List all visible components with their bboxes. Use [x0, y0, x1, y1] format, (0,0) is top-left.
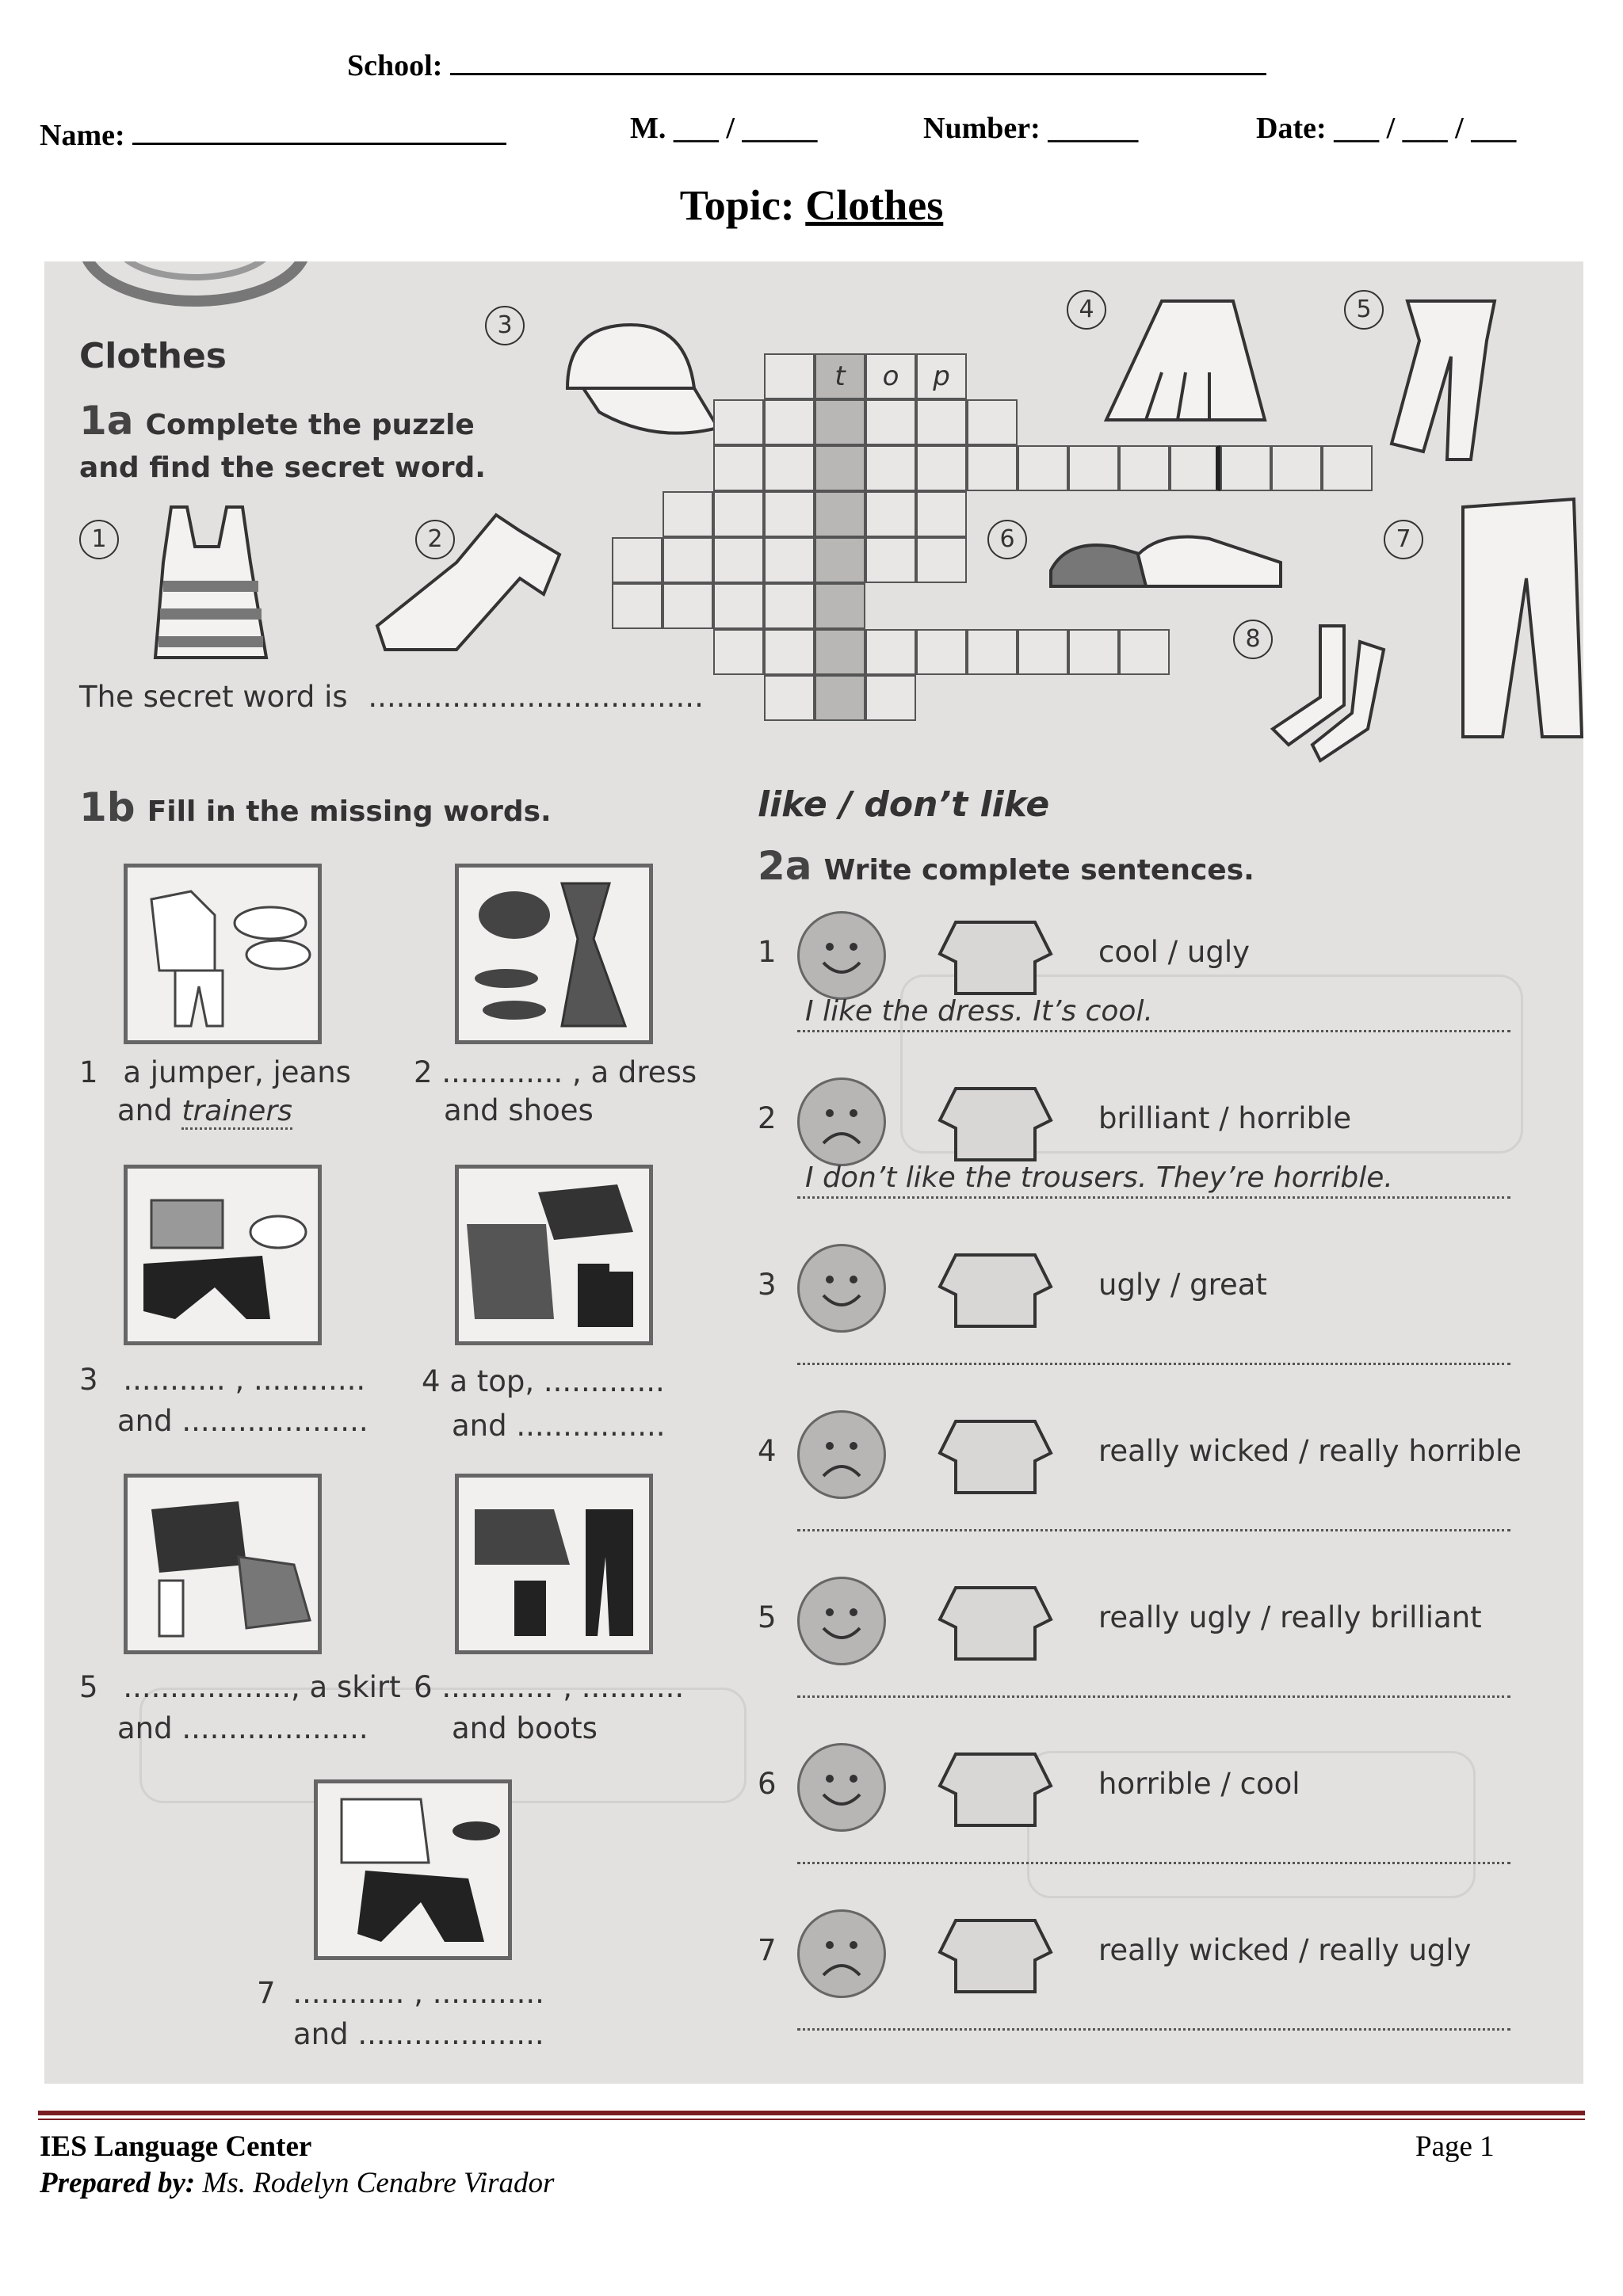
sentence-prompt-words: really ugly / really brilliant — [1098, 1600, 1482, 1634]
sentence-number: 1 — [758, 935, 777, 969]
sad-face-icon — [797, 1410, 886, 1499]
crossword-cell[interactable] — [815, 675, 865, 721]
fill-item-1-line2-prefix: and — [117, 1093, 182, 1127]
exercise-2a-number: 2a — [758, 843, 812, 889]
exercise-1a-instruction-line2: and find the secret word. — [79, 452, 486, 484]
crossword-cell[interactable] — [1271, 445, 1322, 491]
number-field[interactable]: Number: ______ — [923, 112, 1139, 145]
crossword-cell[interactable] — [815, 537, 865, 583]
crossword-cell[interactable] — [663, 583, 713, 629]
footer-rule-thick — [38, 2111, 1585, 2115]
crossword-cell[interactable] — [1068, 445, 1119, 491]
school-label: School: — [347, 49, 443, 82]
exercise-1b-number: 1b — [79, 784, 136, 830]
happy-face-icon — [797, 1244, 886, 1333]
sentence-number: 6 — [758, 1767, 777, 1801]
crossword-cell[interactable] — [865, 675, 916, 721]
jumper-jeans-trainers-icon — [128, 868, 318, 1040]
crossword-cell[interactable] — [663, 537, 713, 583]
pic-number-4: 4 — [1067, 290, 1106, 330]
fill-item-3 — [79, 1360, 369, 1442]
fill-item-3-number: 3 — [79, 1363, 98, 1397]
crossword-cell[interactable] — [865, 629, 916, 675]
crossword-cell[interactable] — [764, 675, 815, 721]
fill-item-1-answer[interactable]: trainers — [181, 1095, 292, 1130]
crossword-cell[interactable] — [764, 445, 815, 491]
fill-item-4 — [422, 1360, 666, 1448]
fill-item-5-number: 5 — [79, 1670, 98, 1704]
school-input-line[interactable] — [450, 41, 1266, 75]
sentence-prompt-words: really wicked / really horrible — [1098, 1434, 1522, 1468]
crossword-cell[interactable] — [865, 399, 916, 445]
sentence-prompt-words: cool / ugly — [1098, 935, 1250, 969]
sentence-example-answer: I don’t like the trousers. They’re horrible. — [805, 1161, 1393, 1194]
crossword-cell[interactable] — [713, 491, 764, 537]
cap-icon — [924, 1405, 1067, 1507]
crossword-cell[interactable] — [764, 491, 815, 537]
footer-prepared — [40, 2166, 554, 2200]
crossword-cell[interactable] — [764, 537, 815, 583]
crossword-cell[interactable] — [713, 445, 764, 491]
sentence-answer-line[interactable] — [797, 1196, 1510, 1199]
sentence-number: 2 — [758, 1101, 777, 1135]
fill-item-6-line1[interactable]: ............ , ........... — [441, 1670, 685, 1704]
sentence-prompt-words: ugly / great — [1098, 1268, 1267, 1302]
crossword-cell[interactable] — [612, 537, 663, 583]
crossword-letter: t — [834, 360, 846, 392]
exercise-1b-heading — [79, 784, 552, 830]
jacket-trousers-boots-icon — [459, 1478, 649, 1650]
fill-item-4-line2[interactable]: and ................ — [452, 1409, 666, 1443]
crossword-cell[interactable] — [815, 399, 865, 445]
picture-box-5 — [124, 1474, 322, 1654]
crossword-cell[interactable] — [1119, 445, 1170, 491]
sentence-prompt-words: really wicked / really ugly — [1098, 1933, 1472, 1967]
pic-number-5: 5 — [1344, 290, 1384, 330]
crossword-cell[interactable] — [815, 491, 865, 537]
crossword-cell[interactable] — [865, 537, 916, 583]
crossword-cell[interactable] — [1170, 445, 1220, 491]
crossword-cell[interactable] — [1119, 629, 1170, 675]
exercise-1a-instruction-line1: Complete the puzzle — [145, 409, 475, 441]
jumper-skirt-socks-icon — [128, 1478, 318, 1650]
crossword-cell[interactable] — [916, 445, 967, 491]
fill-item-4-number: 4 — [422, 1364, 441, 1398]
sentence-answer-line[interactable] — [797, 1862, 1510, 1864]
sentence-answer-line[interactable] — [797, 1363, 1510, 1365]
crossword-cell[interactable] — [916, 629, 967, 675]
secret-word-line — [79, 680, 704, 714]
dress-icon — [924, 906, 1067, 1008]
fill-item-1-line1: a jumper, jeans — [123, 1055, 351, 1089]
fill-item-6-number: 6 — [414, 1670, 433, 1704]
fill-item-6-line2: and boots — [452, 1711, 598, 1745]
footer-page-number: Page 1 — [1415, 2130, 1495, 2163]
trainers-icon — [924, 1572, 1067, 1673]
crossword-cell[interactable] — [713, 537, 764, 583]
fill-item-6 — [414, 1667, 684, 1749]
fill-item-2-line1[interactable]: ............. , a dress — [441, 1055, 697, 1089]
sentence-answer-line[interactable] — [797, 1529, 1510, 1531]
sad-face-icon — [797, 1077, 886, 1166]
crossword-cell[interactable] — [865, 353, 916, 399]
crossword-cell[interactable] — [967, 629, 1018, 675]
crossword-cell[interactable] — [916, 399, 967, 445]
shoes-icon — [924, 1239, 1067, 1341]
crossword-cell[interactable] — [865, 445, 916, 491]
crossword-cell[interactable] — [916, 353, 967, 399]
crossword-cell[interactable] — [1220, 445, 1271, 491]
crossword-letter: o — [882, 360, 899, 392]
crossword-cell[interactable] — [916, 537, 967, 583]
top-trousers-trainers-icon — [128, 1169, 318, 1341]
footer-center-name: IES Language Center — [40, 2130, 312, 2163]
happy-face-icon — [797, 911, 886, 1000]
pic-number-6: 6 — [987, 520, 1027, 559]
sentence-prompt-words: brilliant / horrible — [1098, 1101, 1352, 1135]
picture-box-4 — [455, 1165, 653, 1345]
fill-item-2 — [414, 1054, 697, 1130]
name-input-line[interactable] — [132, 111, 506, 145]
sentence-example-answer: I like the dress. It’s cool. — [805, 995, 1153, 1028]
crossword-cell[interactable] — [1322, 445, 1373, 491]
topic-label: Topic: — [679, 181, 795, 229]
happy-face-icon — [797, 1743, 886, 1832]
crossword-cell[interactable] — [713, 583, 764, 629]
fill-item-4-line1[interactable]: a top, ............. — [449, 1364, 665, 1398]
date-field[interactable]: Date: ___ / ___ / ___ — [1256, 112, 1517, 145]
crossword-cell[interactable] — [916, 491, 967, 537]
fill-item-3-line1[interactable]: ........... , ............ — [123, 1363, 366, 1397]
crossword-cell[interactable] — [967, 399, 1018, 445]
fill-item-5-line1[interactable]: .................., a skirt — [123, 1670, 401, 1704]
page-title — [0, 181, 1623, 230]
fill-item-2-number: 2 — [414, 1055, 433, 1089]
fill-item-3-line2[interactable]: and .................... — [117, 1404, 369, 1438]
crossword-cell[interactable] — [713, 399, 764, 445]
tshirt-trousers-shoes-icon — [318, 1783, 508, 1956]
pic-number-8: 8 — [1233, 620, 1273, 659]
crossword-cell[interactable] — [815, 629, 865, 675]
picture-box-3 — [124, 1165, 322, 1345]
cap-dress-shoes-icon — [459, 868, 649, 1040]
school-field — [347, 41, 1266, 83]
crossword-cell[interactable] — [612, 583, 663, 629]
sentence-number: 5 — [758, 1600, 777, 1634]
fill-item-7-line2[interactable]: and .................... — [293, 2017, 544, 2051]
crossword-cell[interactable] — [815, 353, 865, 399]
crossword-cell[interactable] — [764, 629, 815, 675]
crossword-cell[interactable] — [1018, 445, 1068, 491]
exercise-1b-instruction: Fill in the missing words. — [147, 795, 552, 828]
fill-item-2-line2: and shoes — [444, 1093, 594, 1127]
crossword-cell[interactable] — [663, 491, 713, 537]
sentence-number: 4 — [758, 1434, 777, 1468]
topic-value: Clothes — [805, 181, 944, 229]
picture-box-1 — [124, 864, 322, 1044]
secret-word-period: . — [694, 680, 704, 714]
footer-prepared-label: Prepared by: — [40, 2167, 196, 2199]
sentence-answer-line[interactable] — [797, 2028, 1510, 2031]
crossword-cell[interactable] — [1068, 629, 1119, 675]
exercise-2a-heading — [758, 843, 1254, 889]
crossword-cell[interactable] — [764, 583, 815, 629]
name-field — [40, 111, 506, 153]
fill-item-5 — [79, 1667, 401, 1749]
picture-box-6 — [455, 1474, 653, 1654]
fill-item-7-line1[interactable]: ............ , ............ — [292, 1976, 544, 2010]
footer-rule-thin — [38, 2119, 1585, 2120]
picture-box-7 — [314, 1779, 512, 1960]
crossword-cell[interactable] — [1018, 629, 1068, 675]
pic-number-2: 2 — [415, 520, 455, 559]
sentence-prompt-words: horrible / cool — [1098, 1767, 1300, 1801]
secret-word-label: The secret word is — [79, 680, 348, 714]
crossword-cell[interactable] — [764, 353, 815, 399]
trousers-icon — [924, 1073, 1067, 1174]
sentence-number: 3 — [758, 1268, 777, 1302]
crossword-cell[interactable] — [865, 491, 916, 537]
section-title-clothes: Clothes — [79, 336, 227, 376]
crossword-cell[interactable] — [967, 445, 1018, 491]
jumper-icon — [924, 1738, 1067, 1840]
pic-number-3: 3 — [485, 306, 525, 345]
name-label: Name: — [40, 119, 125, 152]
fill-item-7 — [257, 1973, 544, 2055]
footer-prepared-name: Ms. Rodelyn Cenabre Virador — [202, 2167, 555, 2199]
m-field[interactable]: M. ___ / _____ — [630, 112, 818, 145]
fill-item-1 — [79, 1054, 351, 1131]
worksheet-scan — [44, 261, 1583, 2084]
exercise-2a-instruction: Write complete sentences. — [823, 854, 1254, 887]
sentence-number: 7 — [758, 1933, 777, 1967]
fill-item-7-number: 7 — [257, 1976, 276, 2010]
secret-word-answer-dots[interactable]: ................................... — [368, 680, 695, 714]
pic-number-1: 1 — [79, 520, 119, 559]
sentence-answer-line[interactable] — [797, 1030, 1510, 1032]
sentence-answer-line[interactable] — [797, 1695, 1510, 1698]
top-skirt-boots-icon — [459, 1169, 649, 1341]
crossword-cell[interactable] — [815, 583, 865, 629]
crossword-puzzle — [44, 261, 1583, 737]
crossword-cell[interactable] — [713, 629, 764, 675]
crossword-letter: p — [933, 360, 950, 392]
fill-item-1-number: 1 — [79, 1055, 98, 1089]
crossword-cell[interactable] — [764, 399, 815, 445]
crossword-cell[interactable] — [815, 445, 865, 491]
section-title-like-dont-like: like / don’t like — [758, 784, 1050, 825]
happy-face-icon — [797, 1577, 886, 1665]
pic-number-7: 7 — [1384, 520, 1423, 559]
fill-item-5-line2[interactable]: and .................... — [117, 1711, 369, 1745]
t-shirt-icon — [924, 1905, 1067, 2006]
exercise-1a-number: 1a — [79, 398, 134, 444]
sad-face-icon — [797, 1909, 886, 1998]
picture-box-2 — [455, 864, 653, 1044]
